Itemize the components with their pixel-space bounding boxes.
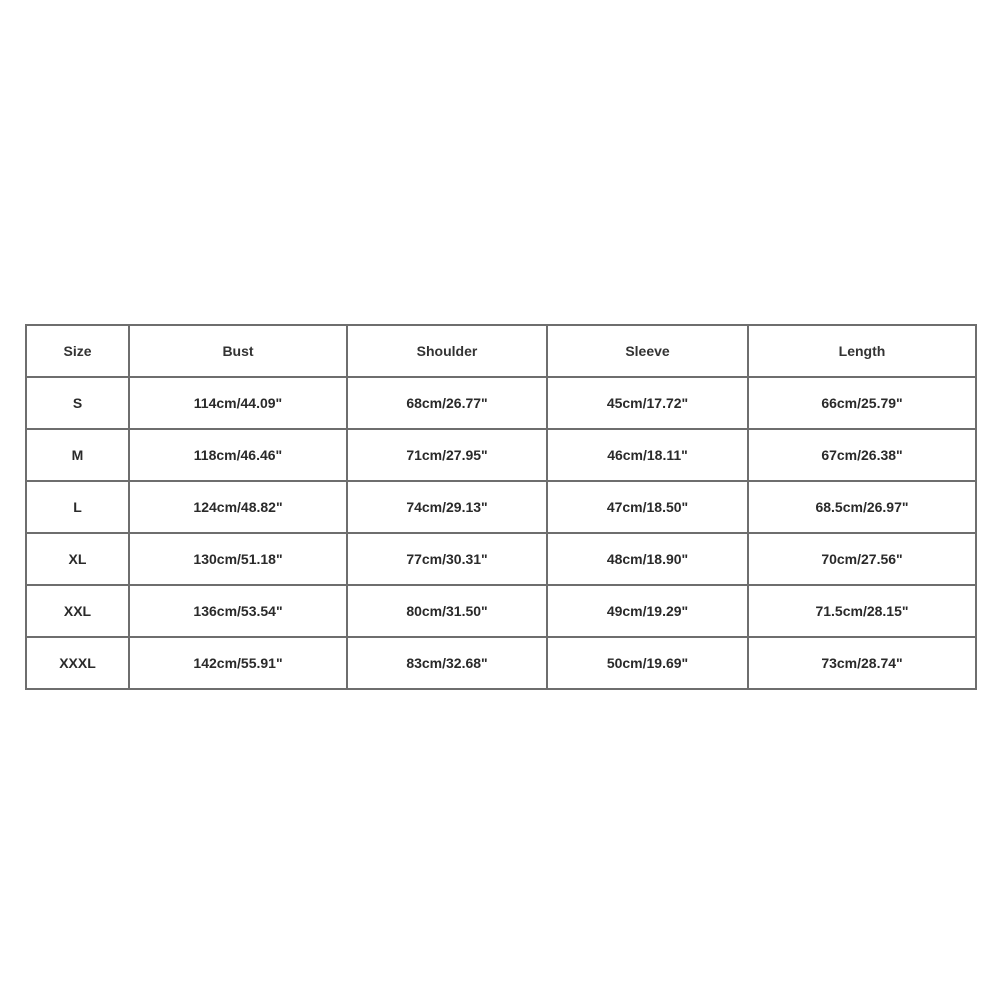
length-cell: 71.5cm/28.15" xyxy=(748,585,976,637)
header-sleeve: Sleeve xyxy=(547,325,748,377)
size-cell: XL xyxy=(26,533,129,585)
shoulder-cell: 77cm/30.31" xyxy=(347,533,547,585)
shoulder-cell: 74cm/29.13" xyxy=(347,481,547,533)
table-row xyxy=(26,429,976,481)
table-row xyxy=(26,585,976,637)
table-row xyxy=(26,637,976,689)
shoulder-cell: 68cm/26.77" xyxy=(347,377,547,429)
size-cell: L xyxy=(26,481,129,533)
sleeve-cell: 49cm/19.29" xyxy=(547,585,748,637)
size-chart-table xyxy=(25,324,977,690)
sleeve-cell: 46cm/18.11" xyxy=(547,429,748,481)
bust-cell: 114cm/44.09" xyxy=(129,377,347,429)
header-shoulder: Shoulder xyxy=(347,325,547,377)
table-row xyxy=(26,377,976,429)
size-cell: XXL xyxy=(26,585,129,637)
length-cell: 67cm/26.38" xyxy=(748,429,976,481)
shoulder-cell: 80cm/31.50" xyxy=(347,585,547,637)
table-row xyxy=(26,533,976,585)
header-bust: Bust xyxy=(129,325,347,377)
sleeve-cell: 48cm/18.90" xyxy=(547,533,748,585)
header-row xyxy=(26,325,976,377)
size-cell: M xyxy=(26,429,129,481)
length-cell: 68.5cm/26.97" xyxy=(748,481,976,533)
length-cell: 70cm/27.56" xyxy=(748,533,976,585)
shoulder-cell: 83cm/32.68" xyxy=(347,637,547,689)
bust-cell: 142cm/55.91" xyxy=(129,637,347,689)
bust-cell: 130cm/51.18" xyxy=(129,533,347,585)
length-cell: 66cm/25.79" xyxy=(748,377,976,429)
sleeve-cell: 45cm/17.72" xyxy=(547,377,748,429)
size-cell: XXXL xyxy=(26,637,129,689)
length-cell: 73cm/28.74" xyxy=(748,637,976,689)
table-row xyxy=(26,481,976,533)
header-length: Length xyxy=(748,325,976,377)
bust-cell: 136cm/53.54" xyxy=(129,585,347,637)
header-size: Size xyxy=(26,325,129,377)
bust-cell: 118cm/46.46" xyxy=(129,429,347,481)
shoulder-cell: 71cm/27.95" xyxy=(347,429,547,481)
sleeve-cell: 50cm/19.69" xyxy=(547,637,748,689)
sleeve-cell: 47cm/18.50" xyxy=(547,481,748,533)
bust-cell: 124cm/48.82" xyxy=(129,481,347,533)
size-cell: S xyxy=(26,377,129,429)
